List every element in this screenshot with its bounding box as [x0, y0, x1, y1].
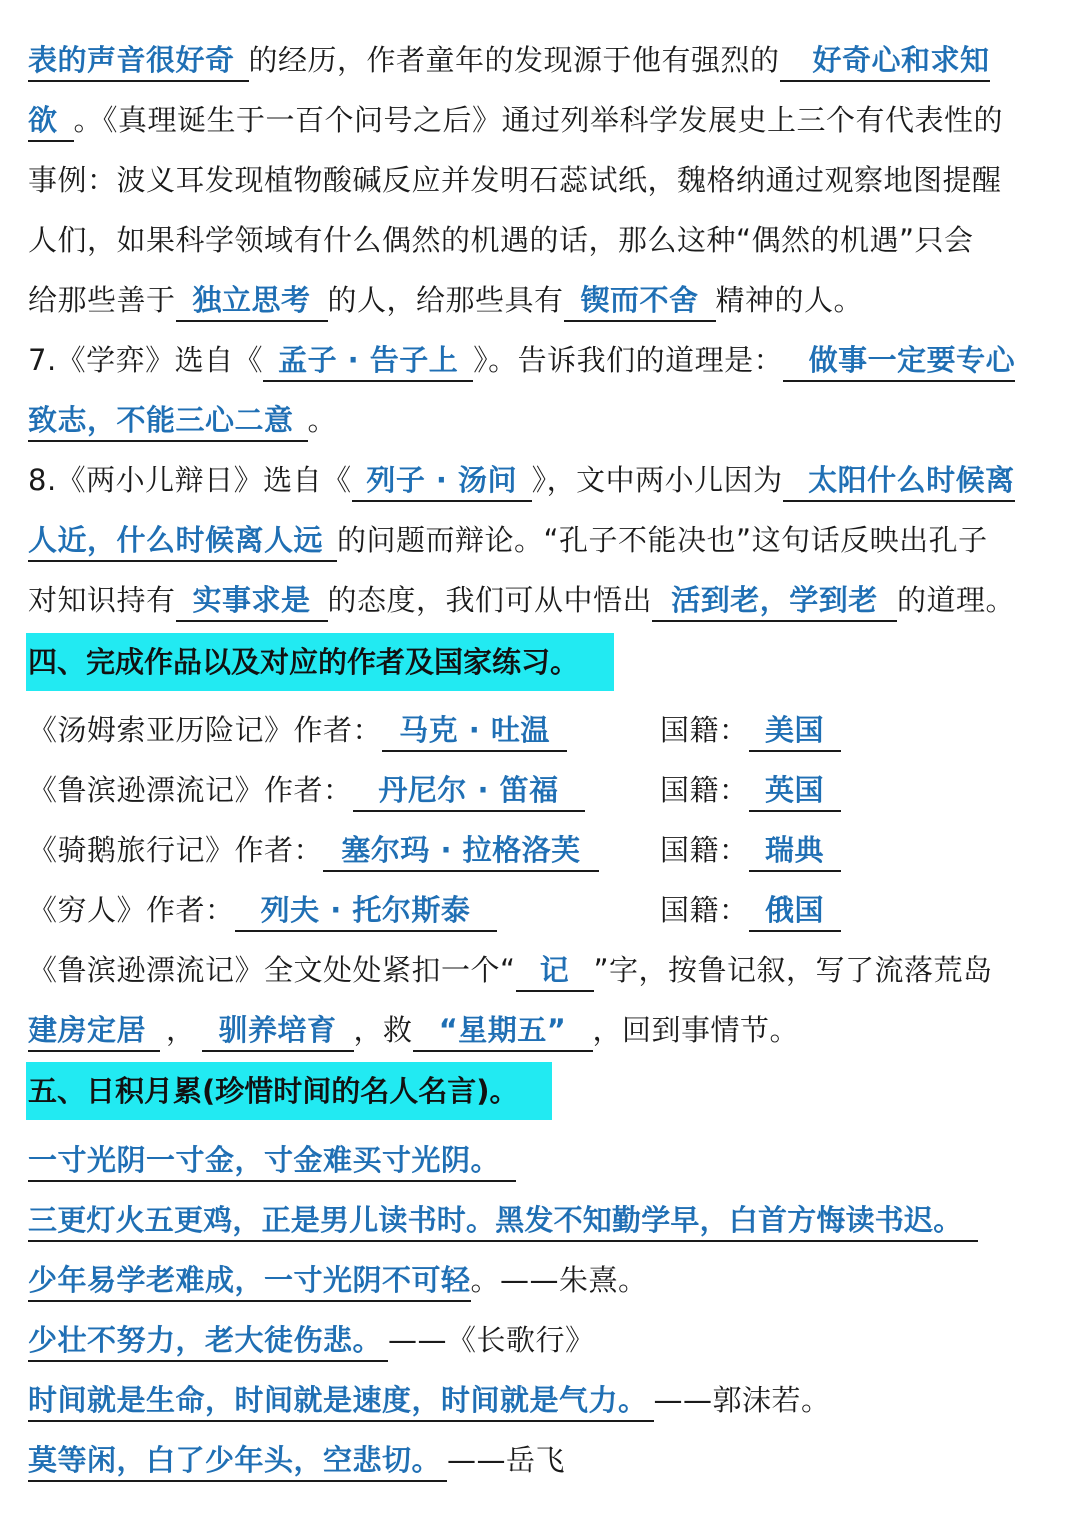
book-author-cell: [28, 700, 567, 760]
quote-source: ——岳飞: [447, 1443, 566, 1477]
text-span: ，救: [353, 1013, 413, 1047]
answer-blank: 人近，什么时候离人远: [28, 520, 337, 562]
nationality-cell: [660, 760, 841, 820]
answer-text: 记: [539, 953, 570, 987]
answer-blank: [564, 280, 716, 322]
answer-blank: [382, 710, 567, 752]
answer-text: 实事求是: [192, 583, 311, 617]
answer-text: 驯养培育: [218, 1013, 337, 1047]
text-span: 的问题而辩论。“孔子不能决也”这句话反映出孔子: [337, 523, 988, 557]
nationality-label: 国籍：: [660, 713, 749, 747]
answer-text: “星期五”: [438, 1013, 567, 1047]
nationality-cell: [660, 880, 841, 940]
answer-text: 列子 · 汤问: [366, 463, 518, 497]
quote-text: 少年易学老难成，一寸光阴不可轻: [28, 1260, 471, 1302]
text-span: 8.《两小儿辩日》选自《: [28, 463, 352, 497]
quote-text: 时间就是生命，时间就是速度，时间就是气力。: [28, 1380, 654, 1422]
text-span: 的道理。: [897, 583, 1016, 617]
country-name: 英国: [765, 773, 825, 807]
text-span: ，: [166, 1013, 196, 1047]
book-author-cell: [28, 760, 585, 820]
answer-blank: [783, 460, 1015, 502]
answer-text: 太阳什么时候离: [808, 463, 1015, 497]
text-span: 的经历，作者童年的发现源于他有强烈的: [248, 43, 780, 77]
text-span: 》。告诉我们的道理是：: [473, 343, 784, 377]
answer-blank: [413, 1010, 593, 1052]
answer-blank: [202, 1010, 354, 1052]
book-title: 《鲁滨逊漂流记》作者：: [28, 773, 353, 807]
answer-text: 做事一定要专心: [808, 343, 1016, 377]
book-author-cell: [28, 880, 497, 940]
quote-line: [28, 1310, 1064, 1370]
answer-blank: [263, 340, 473, 382]
answer-text: 孟子 · 告子上: [278, 343, 459, 377]
text-line: [28, 30, 1064, 90]
quote-line: [28, 1130, 1064, 1190]
book-title: 《骑鹅旅行记》作者：: [28, 833, 324, 867]
book-title: 《汤姆索亚历险记》作者：: [28, 713, 383, 747]
book-author-cell: [28, 820, 599, 880]
quote-line: [28, 1190, 1064, 1250]
answer-text: 好奇心和求知: [812, 43, 990, 77]
author-row: [28, 820, 1064, 880]
answer-blank: [176, 580, 328, 622]
nationality-label: 国籍：: [660, 773, 749, 807]
text-span: 对知识持有: [28, 583, 176, 617]
text-line: 人们，如果科学领域有什么偶然的机遇的话，那么这种“偶然的机遇”只会: [28, 223, 974, 257]
nationality-label: 国籍：: [660, 833, 749, 867]
text-span: 《鲁滨逊漂流记》全文处处紧扣一个“: [28, 953, 516, 987]
answer-blank: [783, 340, 1015, 382]
answer-blank: [323, 830, 599, 872]
answer-blank: [780, 40, 990, 82]
author-name: 塞尔玛 · 拉格洛芙: [341, 833, 581, 867]
answer-blank: [235, 890, 497, 932]
text-line: [28, 570, 1064, 630]
section-4-title: 四、完成作品以及对应的作者及国家练习。: [28, 645, 580, 679]
author-row: [28, 700, 1064, 760]
quote-text: 三更灯火五更鸡，正是男儿读书时。黑发不知勤学早，白首方悔读书迟。: [28, 1200, 978, 1242]
author-name: 丹尼尔 · 笛福: [378, 773, 559, 807]
answer-text: 锲而不舍: [580, 283, 699, 317]
answer-blank: [749, 770, 841, 812]
quote-text: 少壮不努力，老大徒伤悲。: [28, 1320, 388, 1362]
nationality-cell: [660, 700, 841, 760]
question-8: [28, 450, 1064, 510]
nationality-label: 国籍：: [660, 893, 749, 927]
question-7: [28, 330, 1064, 390]
text-span: ，回到事情节。: [592, 1013, 800, 1047]
author-name: 列夫 · 托尔斯泰: [260, 893, 471, 927]
quote-source: 。——朱熹。: [470, 1263, 648, 1297]
country-name: 瑞典: [765, 833, 825, 867]
text-line: [28, 90, 1064, 150]
author-row: [28, 760, 1064, 820]
answer-blank: [516, 950, 594, 992]
section-5-title: 五、日积月累(珍惜时间的名人名言)。: [28, 1074, 519, 1108]
answer-blank: [749, 710, 841, 752]
answer-blank: [652, 580, 897, 622]
quote-line: [28, 1430, 1064, 1490]
answer-blank: [749, 830, 841, 872]
nationality-cell: [660, 820, 841, 880]
answer-blank: [176, 280, 328, 322]
answer-text: 独立思考: [192, 283, 311, 317]
author-name: 马克 · 吐温: [399, 713, 550, 747]
text-span: ”字，按鲁记叙，写了流落荒岛: [593, 953, 993, 987]
quote-source: ——《长歌行》: [388, 1323, 595, 1357]
book-title: 《穷人》作者：: [28, 893, 235, 927]
text-line: [28, 1000, 1064, 1060]
text-line: [28, 510, 1064, 570]
answer-text: 活到老，学到老: [671, 583, 878, 617]
text-line: [28, 390, 1064, 450]
text-span: 。: [307, 403, 338, 437]
quote-line: [28, 1370, 1064, 1430]
text-line: [28, 940, 1064, 1000]
answer-blank: [749, 890, 841, 932]
answer-blank: 致志，不能三心二意: [28, 400, 308, 442]
country-name: 美国: [765, 713, 825, 747]
text-span: 给那些善于: [28, 283, 176, 317]
author-row: [28, 880, 1064, 940]
text-span: 的态度，我们可从中悟出: [327, 583, 653, 617]
answer-blank: 欲: [28, 100, 74, 142]
text-line: 事例：波义耳发现植物酸碱反应并发明石蕊试纸，魏格纳通过观察地图提醒: [28, 163, 1002, 197]
quote-text: 一寸光阴一寸金，寸金难买寸光阴。: [28, 1140, 516, 1182]
answer-blank: 表的声音很好奇: [28, 40, 249, 82]
text-span: 精神的人。: [715, 283, 864, 317]
answer-blank: [352, 460, 532, 502]
text-span: 》，文中两小儿因为: [531, 463, 783, 497]
country-name: 俄国: [765, 893, 825, 927]
text-span: 的人，给那些具有: [327, 283, 564, 317]
quote-line: [28, 1250, 1064, 1310]
answer-blank: 建房定居: [28, 1010, 160, 1052]
text-span: 。《真理诞生于一百个问号之后》通过列举科学发展史上三个有代表性的: [73, 103, 1004, 137]
quote-source: ——郭沫若。: [653, 1383, 831, 1417]
quote-text: 莫等闲，白了少年头，空悲切。: [28, 1440, 447, 1482]
text-span: 7.《学弈》选自《: [28, 343, 264, 377]
text-line: [28, 270, 1064, 330]
answer-blank: [353, 770, 585, 812]
